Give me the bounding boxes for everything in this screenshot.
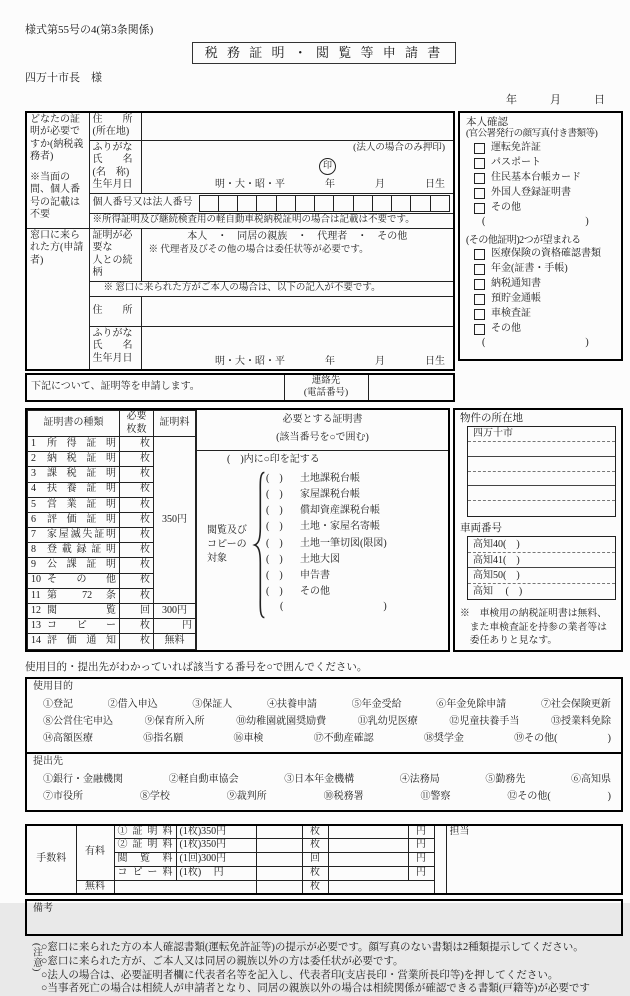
number-box[interactable] [277,196,296,211]
purpose-option[interactable]: ⑥年金免除申請 [436,698,507,710]
number-box[interactable] [257,196,276,211]
qty-field[interactable]: 枚 [120,437,154,452]
name-label: ふりがな 氏 名 (名 称) 生年月日 [89,140,141,193]
purpose-option[interactable]: ①登記 [43,698,73,710]
checkbox-icon [474,294,485,305]
purpose-line-2 [43,714,611,731]
form-number: 様式第55号の4(第3条関係) [25,24,154,36]
purpose-option[interactable]: ⑫児童扶養手当 [449,715,520,727]
purpose-option[interactable]: ③保証人 [192,698,233,710]
note-line: ○法人の場合は、必要証明者欄に代表者名等を記入し、代表者印(支店長印・営業所長印等)を押してください。 [41,969,559,981]
cert-row-dependent: 4 扶養証明 枚 [28,482,196,497]
other-id-field[interactable]: ( ) [482,215,589,227]
visitor-side-header: 窓口に来られた方(申請者) [26,228,89,370]
seal-icon: 印 [319,158,336,175]
needed-title: 必要とする証明書 [282,414,363,425]
qty-field[interactable]: 枚 [120,497,154,512]
needed-item-house-register[interactable]: ( ) 家屋課税台帳 [266,489,360,501]
qty-field[interactable]: 枚 [120,528,154,543]
request-statement: 下記について、証明等を申請します。 [26,374,284,401]
qty-field[interactable]: 枚 [120,512,154,527]
taxpayer-address-field[interactable] [141,112,454,141]
note-line: ○当事者死亡の場合は相続人が申請者となり、同居の親族以外の場合は相続関係が確認できる書類(戸籍等)が必要です [41,983,590,995]
fee-amount-field[interactable] [328,866,408,880]
purpose-option[interactable]: ⑭高額医療 [43,732,93,744]
number-box[interactable] [219,196,238,211]
destination-option[interactable]: ⑦市役所 [43,790,83,802]
number-box[interactable] [411,196,430,211]
purpose-option[interactable]: ⑱奨学金 [423,732,464,744]
checkbox-pension[interactable] [466,262,617,277]
checkbox-resident-card[interactable] [466,171,617,186]
property-location-field[interactable] [468,486,615,501]
checkbox-vehicle-inspection[interactable] [466,307,617,322]
needed-instruction: ( )内に○印を記する [227,454,320,465]
checkbox-label: 預貯金通帳 [491,293,541,305]
qty-field[interactable]: 枚 [120,543,154,558]
qty-field[interactable]: 枚 [120,467,154,482]
destination-option[interactable]: ⑧学校 [139,790,170,802]
fee-count-field[interactable] [256,866,302,880]
needed-item-other[interactable]: ( ) その他 [266,586,330,598]
needed-other-field[interactable]: ( ) [280,600,387,612]
fee-count-field[interactable] [256,825,302,839]
purpose-section [27,679,621,752]
page-title: 税 務 証 明 ・ 閲 覧 等 申 請 書 [192,42,457,64]
qty-field[interactable]: 枚 [120,573,154,588]
property-location-field[interactable] [468,442,615,457]
purpose-option[interactable]: ⑤年金受給 [351,698,402,710]
note-line: ○窓口に来られた方が、ご本人又は同居の親族以外の方は委任状が必要です。 [41,955,404,967]
cert-row-registry: 8 登載録証明 枚 [28,543,196,558]
checkbox-foreign-registration[interactable] [466,186,617,201]
fee-count-unit: 枚 [302,880,328,894]
purpose-option[interactable]: ②借入申込 [107,698,158,710]
notes-label: (注意) [31,943,41,973]
fee-amount-field[interactable] [328,852,408,866]
vehicle-number-box [467,536,616,600]
destination-option-other[interactable]: ⑫その他( [507,790,551,802]
fee-item-label: ②証明料 [114,839,176,853]
qty-field[interactable]: 枚 [120,634,154,649]
certificate-table [27,410,196,650]
fee-count-unit: 枚 [302,866,328,880]
destination-option[interactable]: ③日本年金機構 [284,773,355,785]
checkbox-icon [474,309,485,320]
purpose-option[interactable]: ⑮指名願 [143,732,184,744]
destination-option[interactable]: ⑥高知県 [570,773,611,785]
destination-option-other-close: ) [607,790,611,802]
number-boxes [199,195,451,212]
taxpayer-side-header [26,112,89,229]
purpose-title: 使用目的 [33,680,73,692]
cert-row-income: 1 所得証明 枚 350円 [28,437,196,452]
checkbox-icon [474,324,485,335]
cert-row-public-dues: 9 公課証明 枚 [28,558,196,573]
number-box[interactable] [354,196,373,211]
cert-row-copy: 13 コピー 枚 円 [28,619,196,634]
checkbox-other-id[interactable] [466,201,617,216]
purpose-line-1 [43,697,611,714]
taxpayer-name-field[interactable] [141,140,454,193]
checkbox-label: 住民基本台帳カード [491,171,581,183]
destination-line-1 [43,772,611,789]
staff-label: 担当 [449,825,470,837]
needed-item-land-map[interactable]: ( ) 土地大図 [266,553,340,565]
destination-option[interactable]: ⑨裁判所 [226,790,267,802]
qty-field[interactable]: 枚 [120,558,154,573]
fees-gap-column [434,825,446,894]
checkbox-icon [474,279,485,290]
income-note: ※所得証明及び継続検査用の軽自動車税納税証明の場合は記載は不要です。 [89,213,454,228]
checkbox-other-secondary[interactable] [466,322,617,337]
vehicle-number-field[interactable]: 高知40( ) [468,537,615,553]
needed-item-name-register[interactable]: ( ) 土地・家屋名寄帳 [266,521,380,533]
purpose-option[interactable]: ④扶養申請 [266,698,317,710]
visitor-era-line: 明・大・昭・平 年 月 日生 [215,355,445,367]
checkbox-icon [474,173,485,184]
vehicle-number-label: 車両番号 [460,522,502,534]
visitor-address-field[interactable] [141,296,454,326]
fee-300: 300円 [154,603,196,618]
remarks-label: 備考 [33,903,53,915]
checkbox-label: 運転免許証 [491,141,541,153]
applicant-table [25,111,455,372]
fee-currency: 円 [408,866,434,880]
visitor-name-field[interactable] [141,326,454,370]
identity-subtitle: (官公署発行の顔写真付き書類等) [466,128,598,139]
fee-amount-field[interactable] [328,825,408,839]
visitor-name-label: ふりがな 氏 名 生年月日 [89,326,141,370]
identity-panel [458,111,623,361]
destination-option[interactable]: ⑩税務署 [323,790,364,802]
cert-row-tax-payment: 2 納税証明 枚 [28,452,196,467]
destination-option[interactable]: ②軽自動車協会 [168,773,239,785]
property-location-box [467,426,616,517]
fee-yen: 円 [154,619,196,634]
cert-row-article72: 11 第 72 条 枚 [28,588,196,603]
destination-option[interactable]: ⑤勤務先 [485,773,526,785]
fee-currency: 円 [408,825,434,839]
property-panel [453,408,623,652]
destination-title: 提出先 [33,755,63,767]
number-box[interactable] [315,196,334,211]
cert-row-taxation: 3 課税証明 枚 [28,467,196,482]
inspection-scope-label: 閲覧及び コピーの 対象 [207,525,247,564]
checkbox-label: 医療保険の資格確認書類 [491,248,601,260]
relation-options[interactable]: 本人 ・ 同居の親族 ・ 代理者 ・ その他 [187,230,408,242]
checkbox-tax-notice[interactable] [466,277,617,292]
destination-section [27,752,621,810]
brace-icon [253,471,266,619]
checkbox-icon [474,158,485,169]
vehicle-number-field[interactable]: 高知41( ) [468,553,615,569]
relation-note: ※ 代理者及びその他の場合は委任状等が必要です。 [148,244,369,255]
number-box[interactable] [238,196,257,211]
corp-seal-note: (法人の場合のみ押印) [353,142,445,153]
cert-row-inspection: 12 閲 覧 回 300円 [28,603,196,618]
vehicle-number-field[interactable]: 高知 ( ) [473,585,523,597]
checkbox-passport[interactable] [466,156,617,171]
taxpayer-side-note: ※当面の間、個人番号の記載は不要 [30,171,80,220]
checkbox-label: その他 [491,201,521,213]
checkbox-icon [474,143,485,154]
remarks-box[interactable] [25,899,623,936]
destination-option[interactable]: ④法務局 [399,773,440,785]
purpose-destination-box [25,677,623,812]
checkbox-icon [474,264,485,275]
purpose-option-other-close: ) [607,732,611,744]
staff-cell[interactable] [446,825,622,894]
purpose-option[interactable]: ⑧公営住宅申込 [43,715,113,727]
checkbox-label: 年金(証書・手帳) [491,263,568,275]
fees-paid-label: 有料 [76,825,114,880]
number-box[interactable] [373,196,392,211]
fee-count-unit: 枚 [302,839,328,853]
cert-row-building-loss: 7 家屋滅失証明 枚 [28,528,196,543]
number-box[interactable] [334,196,353,211]
col-header-count: 必要枚数 [120,411,154,437]
checkbox-icon [474,188,485,199]
contact-label: 連絡先 (電話番号) [284,374,368,401]
other-secondary-field[interactable]: ( ) [482,337,589,348]
purpose-option[interactable]: ⑬授業料免除 [550,715,611,727]
col-header-type: 証明書の種類 [28,411,120,437]
purpose-option[interactable]: ⑨保育所入所 [144,715,205,727]
checkbox-label: パスポート [491,156,541,168]
checkbox-drivers-license[interactable] [466,141,617,156]
number-box[interactable] [431,196,449,211]
qty-field[interactable]: 枚 [120,619,154,634]
identity-title: 本人確認 [466,116,508,128]
checkbox-label: 車検査証 [491,308,531,320]
fee-unit-price: (1枚) 円 [176,866,256,880]
number-label: 個人番号又は法人番号 [92,196,193,208]
visitor-address-label: 住 所 [89,296,141,326]
fee-count-field[interactable] [256,839,302,853]
fee-currency: 円 [408,852,434,866]
fee-item-label: ①証明料 [114,825,176,839]
fees-group-label: 手数料 [26,825,76,894]
fee-count-field[interactable] [256,880,302,894]
qty-field[interactable]: 枚 [120,588,154,603]
purpose-option[interactable]: ⑦社会保険更新 [540,698,611,710]
contact-phone-field[interactable] [368,374,454,401]
cert-row-business: 5 営業証明 枚 [28,497,196,512]
needed-subtitle: (該当番号を○で囲む) [197,432,448,451]
fee-free: 無料 [154,634,196,649]
number-row [89,193,454,213]
taxpayer-era-line: 明・大・昭・平 年 月 日生 [215,179,445,190]
purpose-line-3 [43,731,611,748]
needed-item-parcel-map[interactable]: ( ) 土地一筆切図(限図) [266,537,387,549]
relation-label: 証明が必要な 人との続柄 [89,228,141,281]
addressee: 四万十市長 様 [25,72,102,84]
vehicle-number-field[interactable]: 高知50( ) [468,568,615,584]
checkbox-icon [474,203,485,214]
fee-free-amount[interactable] [328,880,434,894]
property-location-value[interactable]: 四万十市 [468,427,615,442]
cert-row-valuation: 6 評価証明 枚 [28,512,196,527]
fee-item-label: 閲覧料 [114,852,176,866]
note-line: ○窓口に来られた方の本人確認書類(運転免許証等)の提示が必要です。顔写真のない書類は2種類提示してください。 [41,942,584,954]
purpose-option[interactable]: ⑯車検 [233,732,264,744]
destination-option[interactable]: ⑪警察 [420,790,451,802]
needed-item-land-register[interactable]: ( ) 土地課税台帳 [266,472,360,484]
checkbox-label: その他 [491,323,521,335]
cert-row-other: 10 その他 枚 [28,573,196,588]
fee-currency: 円 [408,839,434,853]
qty-field[interactable]: 枚 [120,452,154,467]
checkbox-label: 外国人登録証明書 [491,186,571,198]
qty-field[interactable]: 枚 [120,482,154,497]
checkbox-health-insurance[interactable] [466,247,617,262]
request-row [25,373,455,402]
number-box[interactable] [392,196,411,211]
fee-unit-price: (1枚)350円 [176,839,256,853]
property-location-field[interactable] [468,501,615,516]
taxpayer-side-main: どなたの証明が必要ですか(納税義務者) [30,113,84,162]
property-location-field[interactable] [468,472,615,487]
purpose-option-other[interactable]: ⑲その他( [514,732,558,744]
cert-row-valuation-notice: 14 評価通知 枚 無料 [28,634,196,649]
qty-field[interactable]: 回 [120,603,154,618]
secondary-identity-title: (その他証明)2つが望まれる [466,234,581,246]
purpose-intro: 使用目的・提出先がわかっていれば該当する番号を○で囲んでください。 [25,661,368,673]
property-location-label: 物件の所在地 [460,413,523,424]
needed-certificates-panel [196,410,448,650]
fee-free-item [114,880,256,894]
fees-table [25,824,623,895]
fee-unit-price: (1回)300円 [176,852,256,866]
purpose-option[interactable]: ⑪乳幼児医療 [357,715,418,727]
col-header-fee: 証明料 [154,411,196,437]
needed-item-declaration[interactable]: ( ) 申告書 [266,569,330,581]
fee-count-unit: 枚 [302,825,328,839]
fee-unit-price: (1枚)350円 [176,825,256,839]
fees-free-label: 無料 [76,880,114,894]
destination-line-2 [43,789,611,806]
fee-count-unit: 回 [302,852,328,866]
fee-350: 350円 [154,437,196,604]
needed-item-depreciable-assets[interactable]: ( ) 償却資産課税台帳 [266,505,380,517]
date-field[interactable]: 年 月 日 [506,93,605,106]
checkbox-label: 納税通知書 [491,278,541,290]
self-skip-note: ※ 窓口に来られた方がご本人の場合は、以下の記入が不要です。 [89,281,454,296]
property-location-field[interactable] [468,457,615,472]
fee-item-label: コピー料 [114,866,176,880]
vehicle-inspection-note: ※ 車検用の納税証明書は無料、また車検査証を持参の業者等は委任ありと見なす。 [460,608,607,647]
number-box[interactable] [296,196,315,211]
notes-section [25,941,623,996]
address-label: 住 所 (所在地) [89,112,141,141]
fee-amount-field[interactable] [328,839,408,853]
purpose-option[interactable]: ⑩幼稚園就園奨励費 [236,715,327,727]
certificate-table-area [25,408,450,652]
fee-count-field[interactable] [256,852,302,866]
destination-option[interactable]: ①銀行・金融機関 [43,773,123,785]
purpose-option[interactable]: ⑰不動産確認 [313,732,374,744]
relation-options-cell[interactable] [141,228,454,281]
checkbox-bankbook[interactable] [466,292,617,307]
checkbox-icon [474,249,485,260]
number-box[interactable] [200,196,219,211]
